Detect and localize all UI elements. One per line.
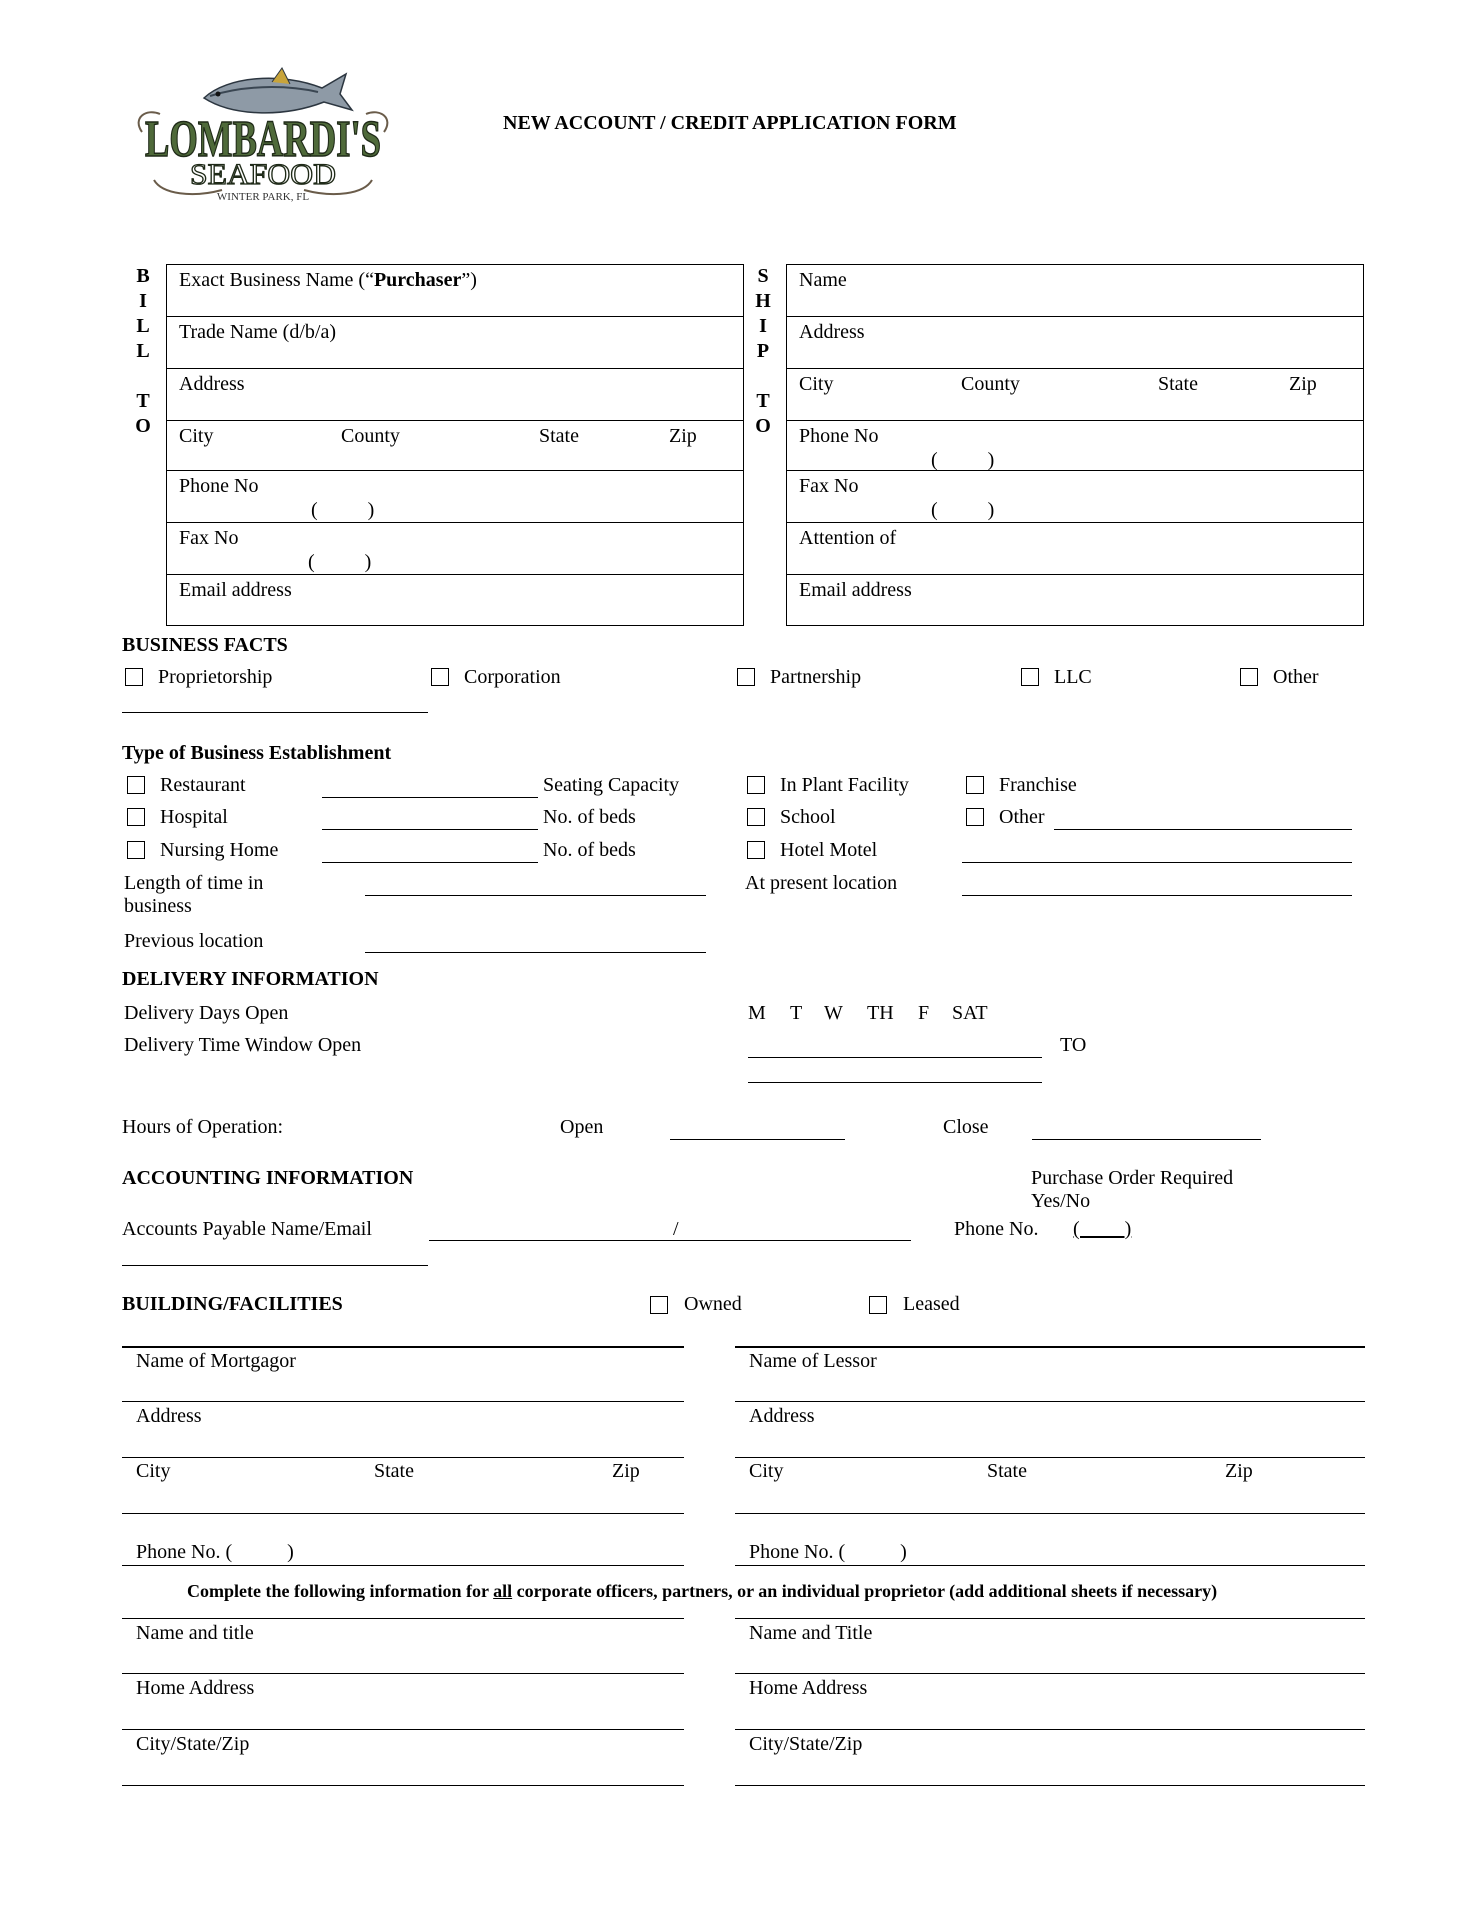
business-facts-line[interactable] (122, 712, 428, 713)
day-sat[interactable]: SAT (952, 1002, 988, 1024)
other-checkbox[interactable] (1240, 668, 1258, 686)
restaurant-checkbox[interactable] (127, 776, 145, 794)
delivery-heading: DELIVERY INFORMATION (122, 968, 379, 990)
other-establishment-label: Other (999, 806, 1045, 828)
accounts-payable-line[interactable] (429, 1240, 911, 1241)
accounting-phone-label: Phone No. (954, 1218, 1039, 1240)
officer-left-address-line[interactable] (122, 1729, 684, 1730)
school-label: School (780, 806, 836, 828)
officer-right-city-label: City/State/Zip (749, 1733, 863, 1755)
officers-note: Complete the following information for all corporate officers, partners, or an individual proprietor (add additional sheets if necessary) (187, 1581, 1218, 1601)
proprietorship-label: Proprietorship (158, 666, 273, 688)
partnership-label: Partnership (770, 666, 862, 688)
nursing-home-checkbox[interactable] (127, 841, 145, 859)
ship-name-field[interactable]: Name (787, 265, 1363, 317)
building-heading: BUILDING/FACILITIES (122, 1293, 343, 1315)
franchise-checkbox[interactable] (966, 776, 984, 794)
corporation-checkbox[interactable] (431, 668, 449, 686)
ship-to-box (786, 264, 1364, 626)
officer-left-name-line[interactable] (122, 1673, 684, 1674)
hotel-motel-checkbox[interactable] (747, 841, 765, 859)
length-in-business-line[interactable] (365, 895, 706, 896)
bill-business-name-field[interactable]: Exact Business Name (“Purchaser”) (167, 265, 743, 317)
bill-phone-field[interactable]: Phone No ( ) (167, 471, 743, 523)
ship-email-field[interactable]: Email address (799, 579, 912, 601)
leased-label: Leased (903, 1293, 960, 1315)
accounting-heading: ACCOUNTING INFORMATION (122, 1167, 414, 1189)
lessor-phone-label: Phone No. ( ) (749, 1541, 907, 1563)
bill-city-row[interactable]: City County State Zip (167, 421, 743, 471)
mortgagor-city-label: City (136, 1460, 171, 1482)
seating-capacity-label: Seating Capacity (543, 774, 680, 796)
franchise-label: Franchise (999, 774, 1077, 796)
hours-close-line[interactable] (1032, 1139, 1261, 1140)
mortgagor-name-line[interactable] (122, 1401, 684, 1402)
mortgagor-city-line[interactable] (122, 1513, 684, 1514)
officer-right-address-label: Home Address (749, 1677, 868, 1699)
hospital-beds-label: No. of beds (543, 806, 636, 828)
nursing-beds-label: No. of beds (543, 839, 636, 861)
establishment-heading: Type of Business Establishment (122, 742, 392, 764)
llc-label: LLC (1054, 666, 1092, 688)
seating-capacity-line[interactable] (322, 797, 538, 798)
ship-address-field[interactable]: Address (787, 317, 1363, 369)
delivery-window-start-line[interactable] (748, 1057, 1042, 1058)
officer-left-name-label: Name and title (136, 1622, 254, 1644)
day-w[interactable]: W (824, 1002, 843, 1024)
lessor-city-line[interactable] (735, 1513, 1365, 1514)
lessor-zip-label: Zip (1225, 1460, 1253, 1482)
llc-checkbox[interactable] (1021, 668, 1039, 686)
ship-city-row[interactable]: City County State Zip (787, 369, 1363, 421)
officer-left-city-line[interactable] (122, 1785, 684, 1786)
school-checkbox[interactable] (747, 808, 765, 826)
bill-email-field[interactable]: Email address (179, 579, 292, 601)
hospital-checkbox[interactable] (127, 808, 145, 826)
form-title: NEW ACCOUNT / CREDIT APPLICATION FORM (503, 112, 957, 134)
day-t[interactable]: T (790, 1002, 803, 1024)
present-location-line[interactable] (962, 895, 1352, 896)
owned-checkbox[interactable] (650, 1296, 668, 1314)
mortgagor-phone-label: Phone No. ( ) (136, 1541, 294, 1563)
lessor-address-line[interactable] (735, 1457, 1365, 1458)
nursing-beds-line[interactable] (322, 862, 538, 863)
ship-to-label: S H I P T O (755, 265, 771, 437)
bill-to-label: B I L L T O (135, 265, 151, 437)
in-plant-checkbox[interactable] (747, 776, 765, 794)
hotel-motel-line[interactable] (962, 862, 1352, 863)
bill-trade-name-field[interactable]: Trade Name (d/b/a) (167, 317, 743, 369)
officer-left-top-line (122, 1618, 684, 1619)
purchase-order-label: Purchase Order Required Yes/No (1031, 1167, 1234, 1212)
restaurant-label: Restaurant (160, 774, 246, 796)
officer-left-address-label: Home Address (136, 1677, 255, 1699)
accounting-phone-field[interactable]: ( ) (1073, 1218, 1132, 1240)
delivery-window-to: TO (1060, 1034, 1087, 1056)
bill-address-field[interactable]: Address (167, 369, 743, 421)
owned-label: Owned (684, 1293, 742, 1315)
mortgagor-state-label: State (374, 1460, 414, 1482)
present-location-label: At present location (745, 872, 898, 894)
mortgagor-name-label: Name of Mortgagor (136, 1350, 296, 1372)
other-establishment-line[interactable] (1054, 829, 1352, 830)
mortgagor-top-line (122, 1346, 684, 1348)
leased-checkbox[interactable] (869, 1296, 887, 1314)
officer-right-name-line[interactable] (735, 1673, 1365, 1674)
corporation-label: Corporation (464, 666, 561, 688)
officer-right-name-label: Name and Title (749, 1622, 873, 1644)
hours-open-line[interactable] (670, 1139, 845, 1140)
previous-location-label: Previous location (124, 930, 264, 952)
hospital-label: Hospital (160, 806, 228, 828)
hours-close-label: Close (943, 1116, 989, 1138)
mortgagor-zip-label: Zip (612, 1460, 640, 1482)
other-establishment-checkbox[interactable] (966, 808, 984, 826)
logo-text: LOMBARDI'S (145, 111, 381, 168)
day-m[interactable]: M (748, 1002, 766, 1024)
lessor-city-label: City (749, 1460, 784, 1482)
delivery-window-label: Delivery Time Window Open (124, 1034, 362, 1056)
hours-label: Hours of Operation: (122, 1116, 284, 1138)
accounts-payable-label: Accounts Payable Name/Email (122, 1218, 372, 1240)
partnership-checkbox[interactable] (737, 668, 755, 686)
bill-fax-field[interactable]: Fax No ( ) (167, 523, 743, 575)
logo-location: WINTER PARK, FL (216, 191, 310, 202)
lessor-state-label: State (987, 1460, 1027, 1482)
lessor-name-line[interactable] (735, 1401, 1365, 1402)
lessor-address-label: Address (749, 1405, 815, 1427)
officer-right-address-line[interactable] (735, 1729, 1365, 1730)
delivery-window-end-line[interactable] (748, 1082, 1042, 1083)
ship-fax-field[interactable]: Fax No ( ) (787, 471, 1363, 523)
lessor-top-line (735, 1346, 1365, 1348)
accounting-extra-line[interactable] (122, 1265, 428, 1266)
ship-attention-field[interactable]: Attention of (787, 523, 1363, 575)
day-th[interactable]: TH (867, 1002, 894, 1024)
officer-right-city-line[interactable] (735, 1785, 1365, 1786)
mortgagor-address-label: Address (136, 1405, 202, 1427)
hours-open-label: Open (560, 1116, 604, 1138)
in-plant-label: In Plant Facility (780, 774, 909, 796)
mortgagor-phone-line[interactable] (122, 1565, 684, 1566)
day-f[interactable]: F (918, 1002, 930, 1024)
other-label: Other (1273, 666, 1319, 688)
proprietorship-checkbox[interactable] (125, 668, 143, 686)
bill-to-box (166, 264, 744, 626)
hospital-beds-line[interactable] (322, 829, 538, 830)
previous-location-line[interactable] (365, 952, 706, 953)
accounts-payable-slash: / (673, 1218, 679, 1240)
delivery-days-label: Delivery Days Open (124, 1002, 289, 1024)
business-facts-heading: BUSINESS FACTS (122, 634, 288, 656)
lessor-phone-line[interactable] (735, 1565, 1365, 1566)
mortgagor-address-line[interactable] (122, 1457, 684, 1458)
logo-subtext: SEAFOOD (190, 158, 336, 191)
officer-right-top-line (735, 1618, 1365, 1619)
officer-left-city-label: City/State/Zip (136, 1733, 250, 1755)
lessor-name-label: Name of Lessor (749, 1350, 877, 1372)
hotel-motel-label: Hotel Motel (780, 839, 878, 861)
company-logo (132, 62, 394, 202)
ship-phone-field[interactable]: Phone No ( ) (787, 421, 1363, 471)
length-in-business-label: Length of time in business (124, 872, 264, 917)
nursing-home-label: Nursing Home (160, 839, 279, 861)
